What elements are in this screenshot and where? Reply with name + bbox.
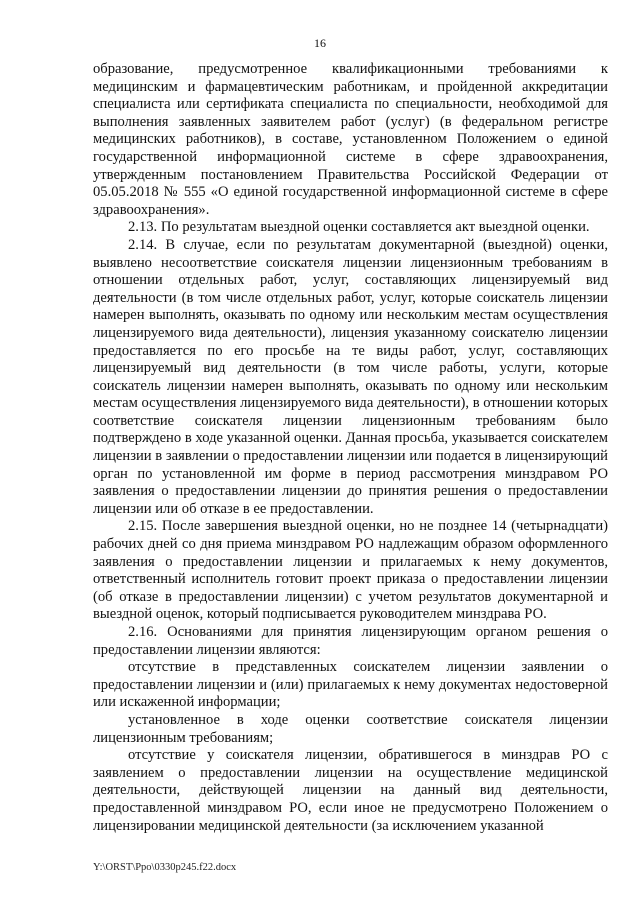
file-path-footer: Y:\ORST\Ppo\0330p245.f22.docx — [93, 862, 237, 873]
page-number: 16 — [314, 36, 326, 50]
document-body — [93, 61, 608, 835]
paragraph-2-15: 2.15. После завершения выездной оценки, но не позднее 14 (четырнадцати) рабочих дней со дня приема минздравом РО надлежащим образом оформленного заявления о предоставлении лицензии и прилагаемых к нему документов, ответственный исполнитель готовит проект приказа о предоставлении лицензии (об отказе в предоставлении лицензии) с учетом результатов документарной и выездной оценок, который подписывается руководителем минздрава РО. — [93, 518, 608, 623]
paragraph-2-14: 2.14. В случае, если по результатам документарной (выездной) оценки, выявлено несоответствие соискателя лицензии лицензионным требованиям в отношении отдельных работ, услуг, составляющих лицензируемый вид деятельности (в том числе отдельных работ, услуг, которые соискатель лицензии намерен выполнять, оказывать по одному или нескольким местам осуществления лицензируемого вида деятельности), лицензия указанному соискателю лицензии предоставляется по его просьбе на те виды работ, услуг, составляющих лицензируемый вид деятельности (в том числе работы, услуги, которые соискатель лицензии намерен выполнять, оказывать по одному или нескольким местам осуществления лицензируемого вида деятельности), в отношении которых соответствие соискателя лицензии лицензионным требованиям было подтверждено в ходе указанной оценки. Данная просьба, указывается соискателем лицензии в заявлении о предоставлении лицензии или подается в лицензирующий орган по установленной им форме в период рассмотрения минздравом РО заявления о предоставлении лицензии до принятия решения о предоставлении лицензии или об отказе в ее предоставлении. — [93, 236, 608, 517]
list-item-compliance: установленное в ходе оценки соответствие соискателя лицензии лицензионным требованиям; — [93, 711, 608, 746]
paragraph-2-16: 2.16. Основаниями для принятия лицензирующим органом решения о предоставлении лицензии являются: — [93, 624, 608, 658]
paragraph-2-13: 2.13. По результатам выездной оценки составляется акт выездной оценки. — [128, 219, 590, 236]
list-item-no-existing-license: отсутствие у соискателя лицензии, обратившегося в минздрав РО с заявлением о предоставлении лицензии на осуществление медицинской деятельности, действующей лицензии на данный вид деятельности, предоставленной минздравом РО, если иное не предусмотрено Положением о лицензировании медицинской деятельности (за исключением указанной — [93, 747, 608, 834]
list-item-no-false-info: отсутствие в представленных соискателем лицензии заявлении о предоставлении лицензии и (или) прилагаемых к нему документах недостоверной или искаженной информации; — [93, 659, 608, 711]
paragraph-education-requirements: образование, предусмотренное квалификационными требованиями к медицинским и фармацевтическим работникам, и пройденной аккредитации специалиста или сертификата специалиста по специальности, необходимой для выполнения заявленных заявителем работ (услуг) (в федеральном регистре медицинских работников), в составе, установленном Положением о единой государственной информационной системе в сфере здравоохранения, утвержденным постановлением Правительства Российской Федерации от 05.05.2018 № 555 «О единой государственной информационной системе в сфере здравоохранения». — [93, 61, 608, 218]
